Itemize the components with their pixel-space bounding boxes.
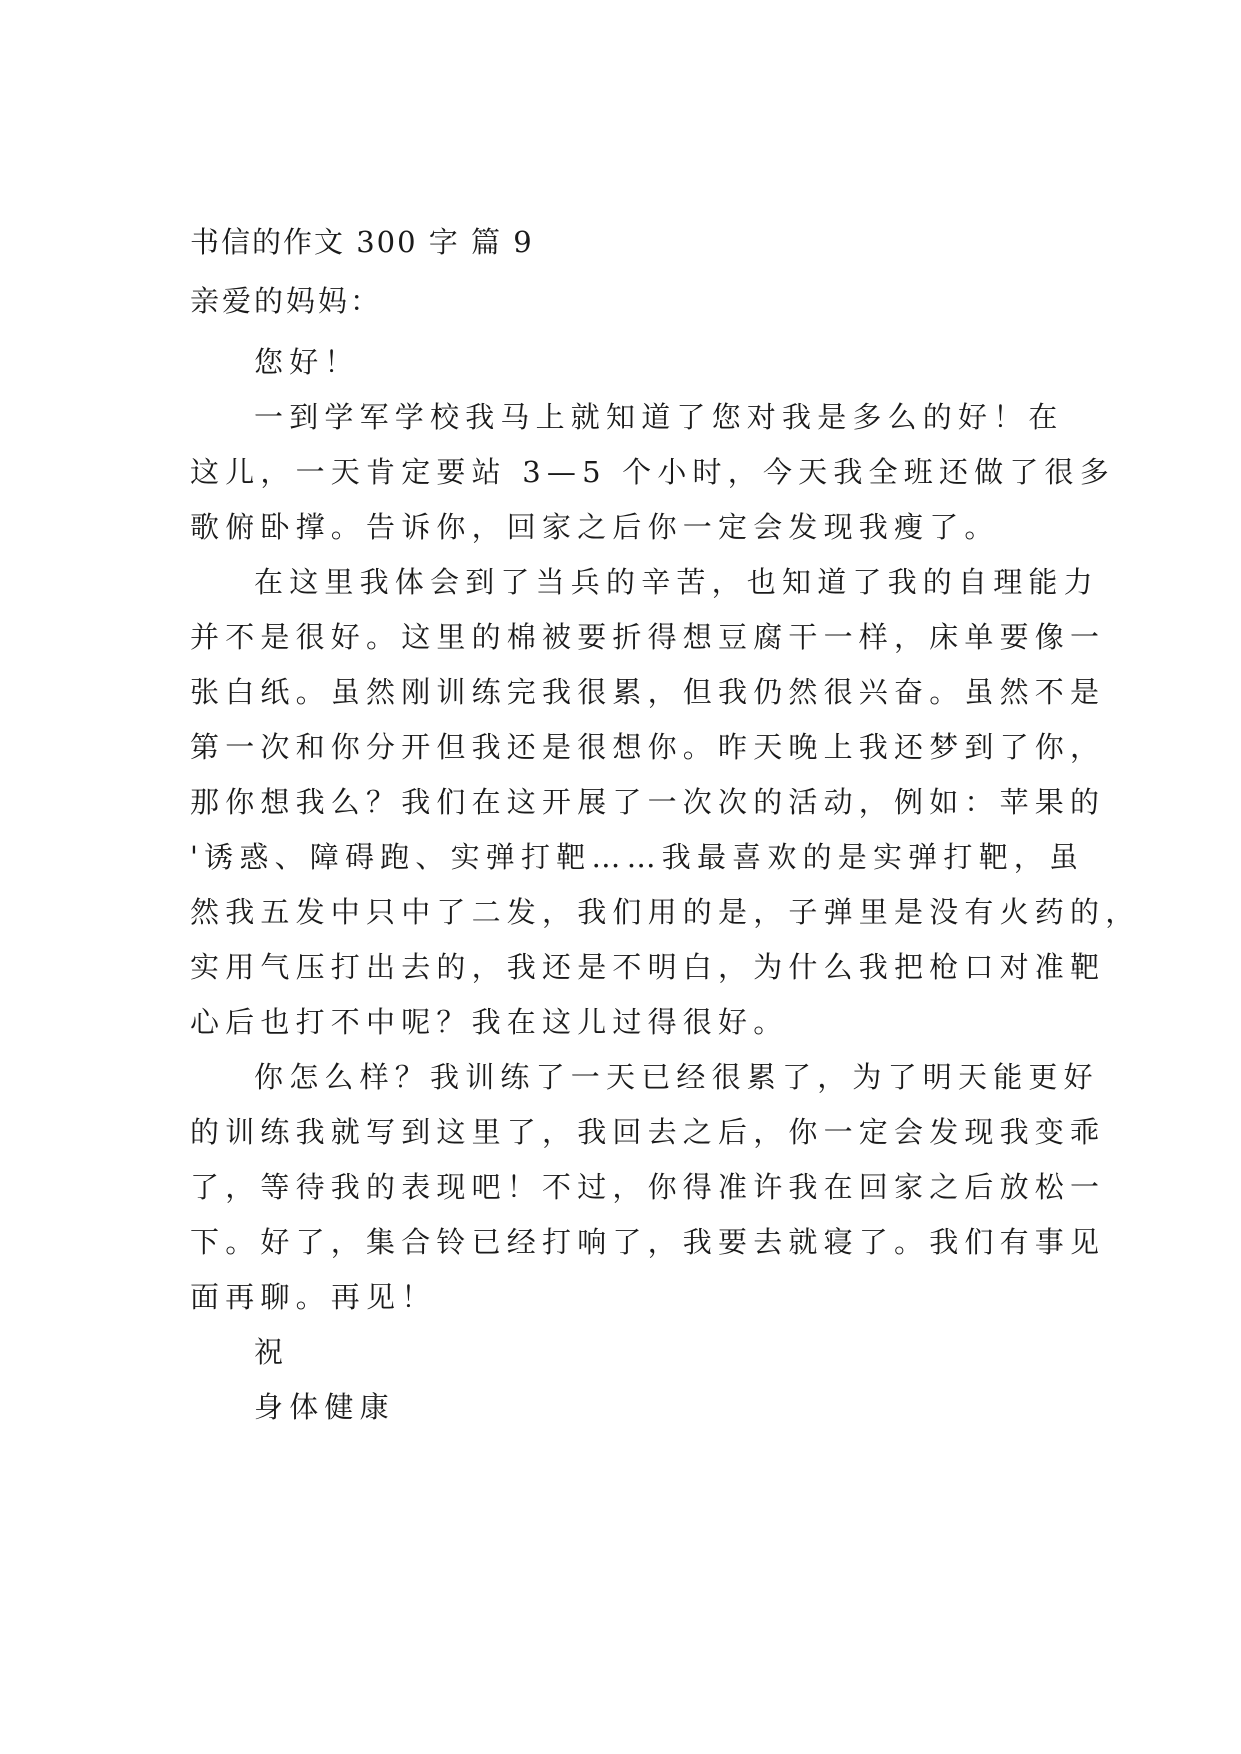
body-line: 这儿，一天肯定要站 3—5 个小时，今天我全班还做了很多 bbox=[190, 455, 1115, 489]
body-line: 第一次和你分开但我还是很想你。昨天晚上我还梦到了你， bbox=[190, 730, 1106, 764]
body-line: 下。好了，集合铃已经打响了，我要去就寝了。我们有事见 bbox=[190, 1225, 1106, 1259]
body-line: 面再聊。再见！ bbox=[190, 1280, 437, 1314]
closing-blessing: 身体健康 bbox=[254, 1390, 395, 1424]
document-title: 书信的作文 300 字 篇 9 bbox=[190, 225, 534, 259]
body-line: 实用气压打出去的，我还是不明白，为什么我把枪口对准靶 bbox=[190, 950, 1106, 984]
body-line: 一到学军学校我马上就知道了您对我是多么的好！在 bbox=[254, 400, 1064, 434]
salutation: 亲爱的妈妈： bbox=[190, 284, 383, 318]
body-line: 然我五发中只中了二发，我们用的是，子弹里是没有火药的， bbox=[190, 895, 1141, 929]
body-line: 歌俯卧撑。告诉你，回家之后你一定会发现我瘦了。 bbox=[190, 510, 1000, 544]
body-line: 那你想我么？我们在这开展了一次次的活动，例如：苹果的 bbox=[190, 785, 1106, 819]
body-line: 的训练我就写到这里了，我回去之后，你一定会发现我变乖 bbox=[190, 1115, 1106, 1149]
body-line: 在这里我体会到了当兵的辛苦，也知道了我的自理能力 bbox=[254, 565, 1099, 599]
body-line: 并不是很好。这里的棉被要折得想豆腐干一样，床单要像一 bbox=[190, 620, 1106, 654]
greeting: 您好！ bbox=[254, 345, 360, 379]
body-line: 张白纸。虽然刚训练完我很累，但我仍然很兴奋。虽然不是 bbox=[190, 675, 1106, 709]
body-line: '诱惑、障碍跑、实弹打靶……我最喜欢的是实弹打靶，虽 bbox=[190, 840, 1085, 874]
body-line: 心后也打不中呢？我在这儿过得很好。 bbox=[190, 1005, 789, 1039]
body-line: 了，等待我的表现吧！不过，你得准许我在回家之后放松一 bbox=[190, 1170, 1106, 1204]
closing-wish: 祝 bbox=[254, 1335, 290, 1369]
body-line: 你怎么样？我训练了一天已经很累了，为了明天能更好 bbox=[254, 1060, 1099, 1094]
